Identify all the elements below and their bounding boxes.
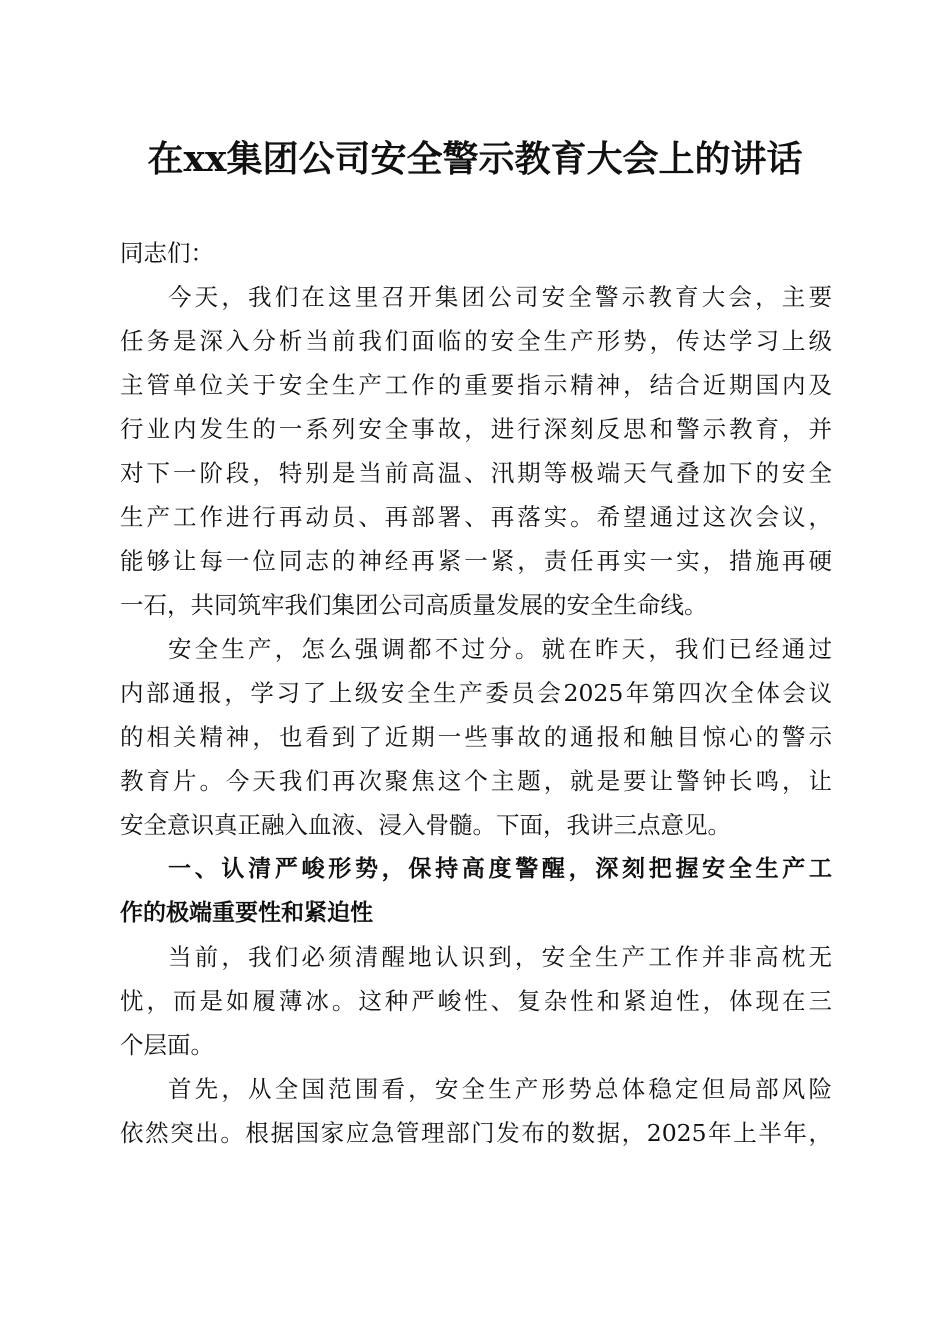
paragraph-line: 依然突出。根据国家应急管理部门发布的数据，2025年上半年， xyxy=(120,1119,832,1147)
heading-line: 作的极端重要性和紧迫性 xyxy=(120,900,373,926)
paragraph-line: 能够让每一位同志的神经再紧一紧，责任再实一实，措施再硬 xyxy=(120,547,832,575)
paragraph-line: 行业内发生的一系列安全事故，进行深刻反思和警示教育，并 xyxy=(120,415,832,443)
paragraph-line: 一石，共同筑牢我们集团公司高质量发展的安全生命线。 xyxy=(120,591,708,619)
paragraph-line: 今天，我们在这里召开集团公司安全警示教育大会，主要 xyxy=(168,283,832,311)
paragraph-line: 安全意识真正融入血液、浸入骨髓。下面，我讲三点意见。 xyxy=(120,811,731,839)
paragraph-line: 安全生产，怎么强调都不过分。就在昨天，我们已经通过 xyxy=(168,635,832,663)
heading-line: 一、认清严峻形势，保持高度警醒，深刻把握安全生产工 xyxy=(168,856,832,882)
paragraph-line: 任务是深入分析当前我们面临的安全生产形势，传达学习上级 xyxy=(120,327,832,355)
paragraph-line: 的相关精神，也看到了近期一些事故的通报和触目惊心的警示 xyxy=(120,723,832,751)
paragraph-line: 对下一阶段，特别是当前高温、汛期等极端天气叠加下的安全 xyxy=(120,459,832,487)
paragraph-1 xyxy=(120,275,832,627)
salutation: 同志们： xyxy=(120,239,214,267)
paragraph-line: 教育片。今天我们再次聚焦这个主题，就是要让警钟长鸣，让 xyxy=(120,767,832,795)
paragraph-line: 首先，从全国范围看，安全生产形势总体稳定但局部风险 xyxy=(168,1075,832,1103)
paragraph-4 xyxy=(120,1067,832,1155)
paragraph-line: 主管单位关于安全生产工作的重要指示精神，结合近期国内及 xyxy=(120,371,832,399)
paragraph-3 xyxy=(120,935,832,1067)
paragraph-2 xyxy=(120,627,832,847)
document-title: 在xx集团公司安全警示教育大会上的讲话 xyxy=(147,138,803,180)
paragraph-line: 当前，我们必须清醒地认识到，安全生产工作并非高枕无 xyxy=(168,943,832,971)
document-body xyxy=(120,231,832,1155)
paragraph-line: 忧，而是如履薄冰。这种严峻性、复杂性和紧迫性，体现在三 xyxy=(120,987,832,1015)
paragraph-line: 生产工作进行再动员、再部署、再落实。希望通过这次会议， xyxy=(120,503,832,531)
section-heading-1 xyxy=(120,847,832,935)
paragraph-line: 内部通报，学习了上级安全生产委员会2025年第四次全体会议 xyxy=(120,679,832,707)
paragraph-line: 个层面。 xyxy=(120,1031,214,1059)
